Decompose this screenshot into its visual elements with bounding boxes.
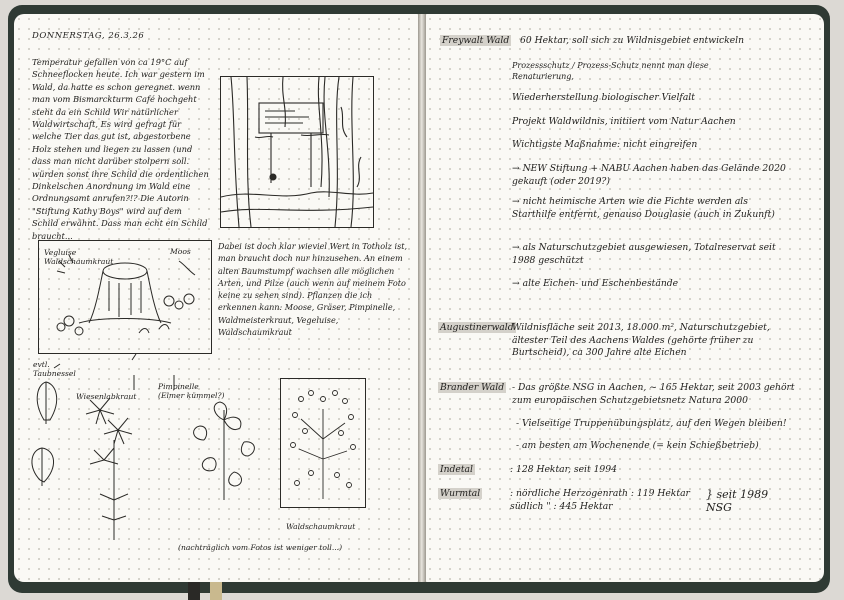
- entry-date: DONNERSTAG, 26.3.26: [32, 31, 145, 41]
- forest-main-augustinerwald: Wildnisfläche seit 2013, 18.000 m², Naturschutzgebiet, ältester Teil des Aachens Waldes (gehörte früher zu Burtscheid), ca 300 Jahre alte Eichen: [512, 322, 770, 359]
- label-waldschaumkraut-top: Vegluise Waldschaumkraut: [44, 248, 114, 266]
- freywalt-note-4: Wichtigste Maßnahme: nicht eingreifen: [512, 139, 698, 150]
- forest-aside-wurmtal: } seit 1989 NSG: [706, 488, 769, 514]
- label-wiesenlabkraut: Wiesenlabkraut: [76, 392, 137, 401]
- intro-text: Temperatur gefallen von ca 19°C auf Schneeflocken heute. Ich war gestern im Wald, da hatte es schon geregnet. wenn man vom Bismarckturm Café hochgeht steht da ein Schild Wir natürlicher Waldwirtschaft, Es wird gefragt für welche Tier das gut ist, abgestorbene Holz stehen und liegen zu lassen (und dass man nicht darüber stolpern soll. würden sonst ihre Schild die ordentlichen Dinkelschen Anordnung im Wald eine Ordnungsamt anrufen?!? Die Autorin "Stiftung Kathy Boys" wird auf dem Schild erwähnt. Dass man echt ein Schild braucht...: [32, 57, 209, 241]
- forest-main-freywalt: 60 Hektar, soll sich zu Wildnisgebiet entwickeln: [520, 35, 745, 46]
- sketch-forest-sign: [220, 76, 374, 228]
- forest-name-indetal: Indetal: [440, 464, 473, 475]
- brander-note-1: - Vielseitige Truppenübungsplatz, auf den Wegen bleiben!: [516, 418, 787, 429]
- forest-name-augustinerwald: Augustinerwald: [440, 322, 514, 333]
- brander-note-2: - am besten am Wochenende (= kein Schießbetrieb): [516, 440, 759, 451]
- label-pimpinelle: Pimpinelle (Elmer kümmel?): [158, 382, 225, 400]
- sketch-waldschaumkraut: [280, 378, 366, 508]
- freywalt-note-5: → NEW Stiftung + NABU Aachen haben das Gelände 2020 gekauft (oder 2019?): [512, 163, 786, 187]
- forest-name-brander: Brander Wald: [440, 382, 505, 393]
- forest-main-brander: - Das größte NSG in Aachen, ~ 165 Hektar, seit 2003 gehört zum europäischen Schutzgebietsnetz Natura 2000: [512, 382, 795, 406]
- label-moos: Moos: [170, 247, 191, 256]
- waldschaumkraut-drawing: [281, 379, 365, 507]
- elastic-band: [210, 582, 222, 600]
- forest-sign-drawing: [221, 77, 373, 227]
- forest-main-indetal: : 128 Hektar, seit 1994: [510, 464, 617, 475]
- freywalt-note-3: Projekt Waldwildnis, initiiert vom Natur Aachen: [512, 116, 736, 127]
- label-footnote: (nachträglich vom Fotos ist weniger toll...): [178, 543, 343, 552]
- freywalt-note-6: → nicht heimische Arten wie die Fichte werden als Starthilfe entfernt, genauso Douglasie (auch in Zukunft): [512, 196, 775, 220]
- forest-name-freywalt: Freywalt Wald: [442, 35, 510, 46]
- ribbon-bookmark: [188, 582, 200, 600]
- freywalt-note-2: Wiederherstellung biologischer Vielfalt: [512, 92, 695, 103]
- label-waldschaumkraut-bottom: Waldschaumkraut: [286, 522, 356, 531]
- middle-text: Dabei ist doch klar wieviel Wert in Totholz ist, man braucht doch nur hinzusehen. An einem alten Baumstumpf wachsen alle möglichen Arten, und Pilze (auch wenn auf meinem Foto keine zu sehen sind). Pflanzen die ich erkennen kann: Moose, Gräser, Pimpinelle, Waldmeisterkraut, Vegeluise, Waldschaumkraut: [218, 241, 408, 338]
- forest-name-wurmtal: Wurmtal: [440, 488, 481, 499]
- notebook-gutter: [418, 14, 426, 582]
- freywalt-note-1: Prozessschutz / Prozess-Schutz nennt man diese Renaturierung,: [512, 61, 709, 81]
- label-taubnessel: evtl. Taubnessel: [33, 360, 76, 378]
- forest-main-wurmtal: : nördliche Herzogenrath : 119 Hektar südlich " : 445 Hektar: [510, 488, 690, 512]
- freywalt-note-7: → als Naturschutzgebiet ausgewiesen, Totalreservat seit 1988 geschützt: [512, 242, 776, 266]
- freywalt-note-8: → alte Eichen- und Eschenbestände: [512, 278, 679, 289]
